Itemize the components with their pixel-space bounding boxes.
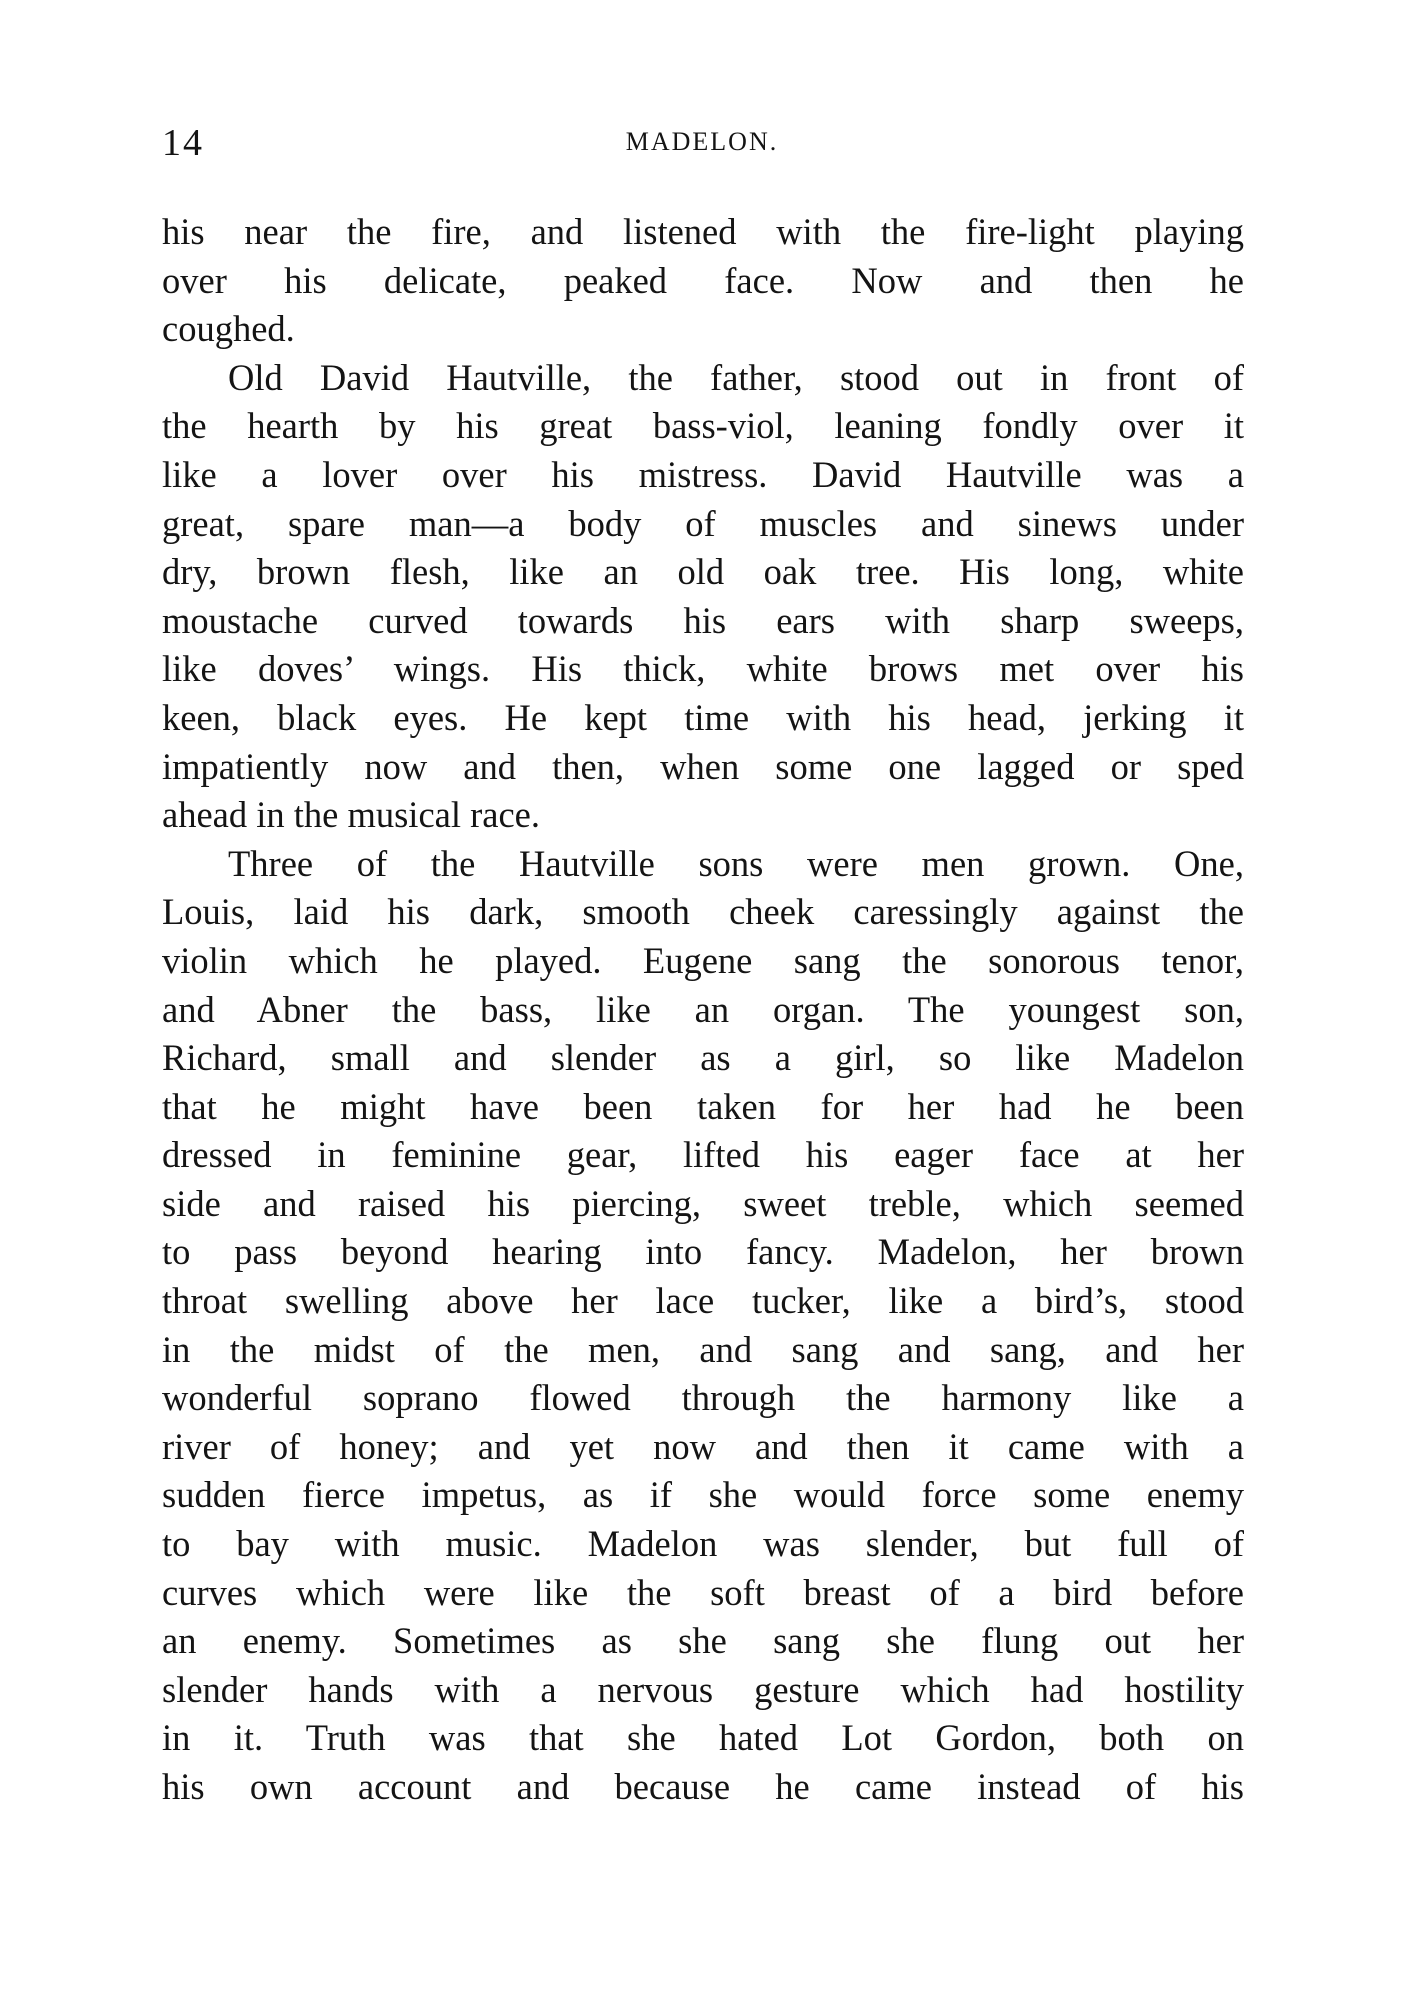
text-line: and Abner the bass, like an organ. The youngest son, — [162, 988, 1244, 1030]
text-line: river of honey; and yet now and then it came with a — [162, 1425, 1244, 1467]
text-line: moustache curved towards his ears with sharp sweeps, — [162, 599, 1244, 641]
text-line: in it. Truth was that she hated Lot Gordon, both on — [162, 1717, 1244, 1759]
text-line: slender hands with a nervous gesture which had hostility — [162, 1668, 1244, 1710]
text-line: wonderful soprano flowed through the harmony like a — [162, 1377, 1244, 1419]
text-line: throat swelling above her lace tucker, like a bird’s, stood — [162, 1280, 1244, 1322]
text-line: ahead in the musical race. — [162, 794, 540, 836]
text-line: coughed. — [162, 308, 295, 350]
text-line: Louis, laid his dark, smooth cheek caressingly against the — [162, 891, 1244, 933]
page-number: 14 — [162, 122, 204, 164]
text-line: impatiently now and then, when some one lagged or sped — [162, 745, 1244, 787]
text-line: Three of the Hautville sons were men grown. One, — [228, 842, 1244, 884]
running-head — [162, 118, 1242, 168]
running-title: MADELON. — [625, 127, 779, 156]
text-line: like doves’ wings. His thick, white brows met over his — [162, 648, 1244, 690]
body-text — [162, 208, 1244, 1812]
text-line: sudden fierce impetus, as if she would force some enemy — [162, 1474, 1244, 1516]
text-line: great, spare man—a body of muscles and sinews under — [162, 502, 1244, 544]
text-line: his own account and because he came instead of his — [162, 1766, 1244, 1807]
text-line: that he might have been taken for her had he been — [162, 1085, 1244, 1127]
text-line: Richard, small and slender as a girl, so like Madelon — [162, 1037, 1244, 1079]
text-line: dressed in feminine gear, lifted his eager face at her — [162, 1134, 1244, 1176]
text-line: Old David Hautville, the father, stood out in front of — [228, 356, 1244, 398]
text-line: his near the fire, and listened with the fire-light playing — [162, 211, 1244, 252]
text-line: like a lover over his mistress. David Hautville was a — [162, 453, 1244, 495]
text-line: violin which he played. Eugene sang the sonorous tenor, — [162, 939, 1244, 981]
text-line: keen, black eyes. He kept time with his head, jerking it — [162, 696, 1244, 738]
text-line: side and raised his piercing, sweet treble, which seemed — [162, 1182, 1244, 1224]
text-line: to bay with music. Madelon was slender, but full of — [162, 1523, 1244, 1565]
text-line: to pass beyond hearing into fancy. Madelon, her brown — [162, 1231, 1244, 1273]
text-line: an enemy. Sometimes as she sang she flung out her — [162, 1620, 1244, 1662]
text-line: dry, brown flesh, like an old oak tree. His long, white — [162, 551, 1244, 593]
text-line: in the midst of the men, and sang and sang, and her — [162, 1328, 1244, 1370]
text-line: the hearth by his great bass-viol, leaning fondly over it — [162, 405, 1244, 447]
text-line: over his delicate, peaked face. Now and then he — [162, 259, 1244, 301]
text-line: curves which were like the soft breast of a bird before — [162, 1571, 1244, 1613]
